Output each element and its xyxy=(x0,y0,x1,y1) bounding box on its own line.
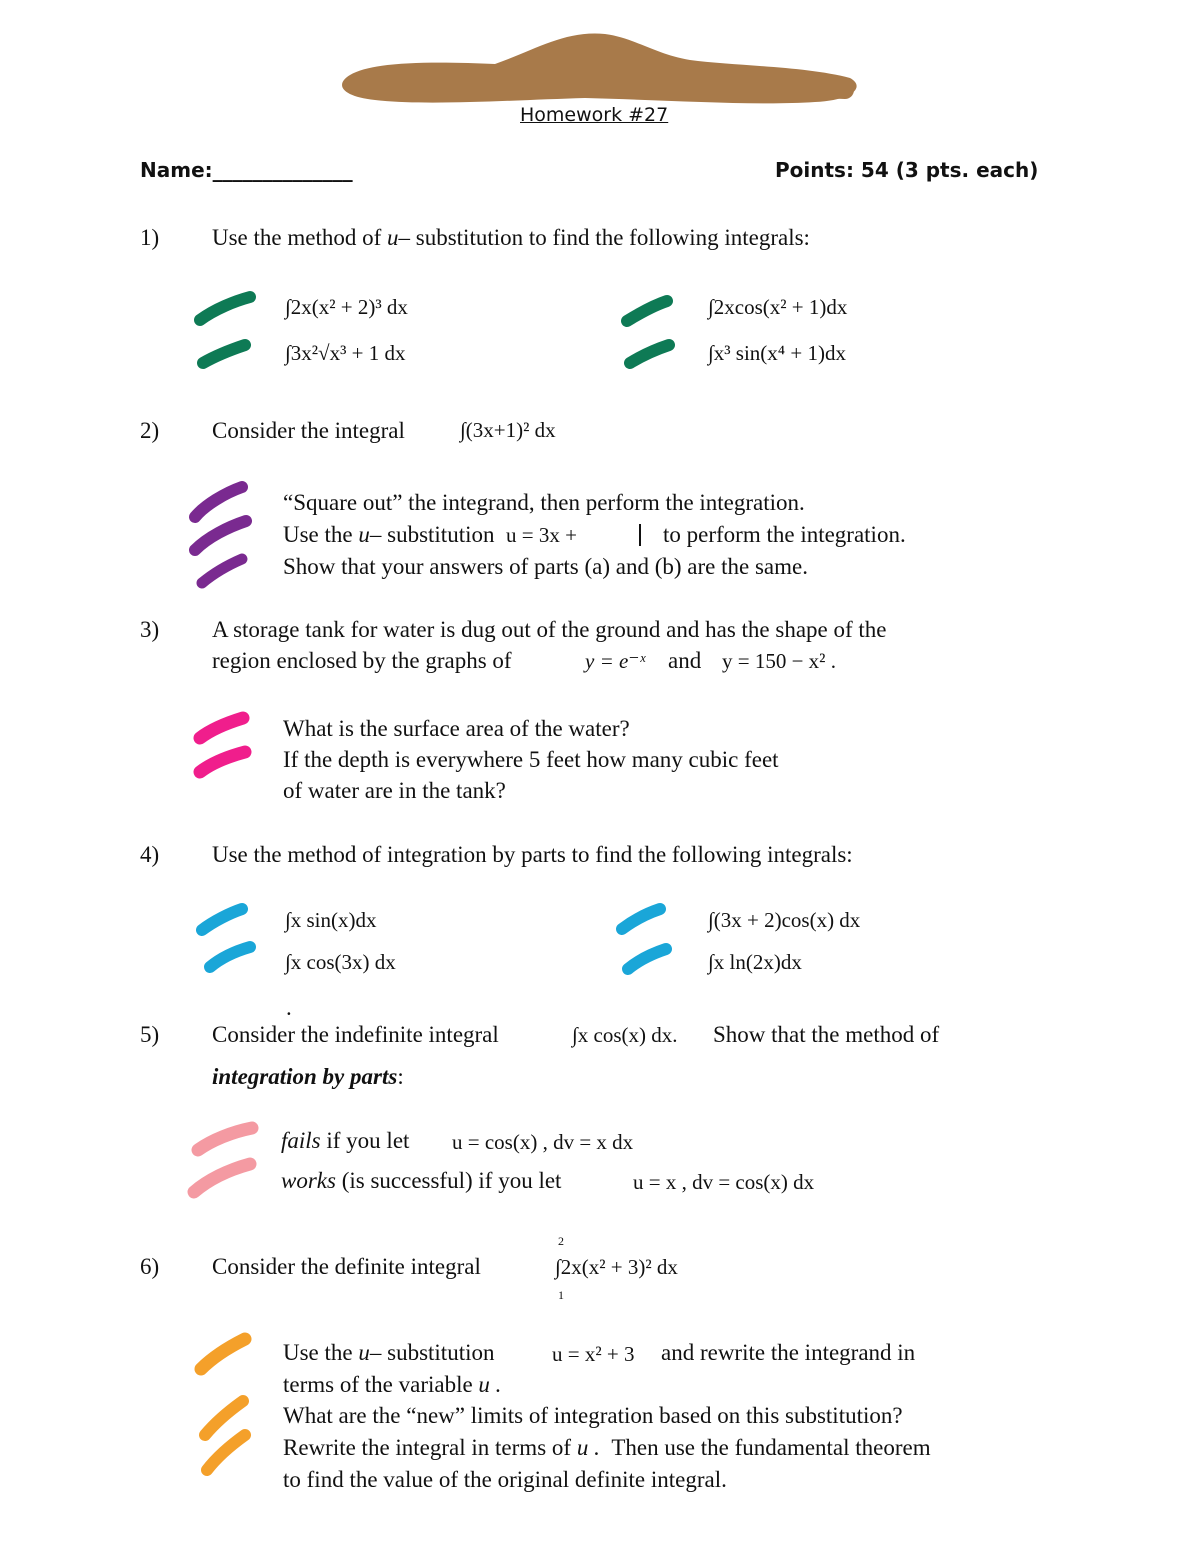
problem-6-upper-limit: 2 xyxy=(558,1234,564,1248)
problem-6-a1-u: u xyxy=(358,1340,370,1365)
purple-stroke-b xyxy=(195,521,246,550)
problem-4-integral-c: ∫(3x + 2)cos(x) dx xyxy=(708,908,861,932)
problem-5-a-italic: fails xyxy=(281,1128,321,1153)
points-label: Points: 54 (3 pts. each) xyxy=(775,158,1039,182)
problem-6-c1-pre: Rewrite the integral in terms of xyxy=(283,1435,572,1460)
problem-3-part-a: What is the surface area of the water? xyxy=(283,716,630,741)
magenta-stroke-a xyxy=(200,718,243,738)
problem-2-part-c: Show that your answers of parts (a) and (b) are the same. xyxy=(283,554,808,579)
problem-3-line-1: A storage tank for water is dug out of the ground and has the shape of the xyxy=(212,617,887,642)
green-stroke-1b xyxy=(203,345,245,363)
problem-5-part-a xyxy=(281,1128,409,1154)
problem-5-bold-label: integration by parts xyxy=(212,1064,398,1089)
problem-5-integral: ∫x cos(x) dx. xyxy=(572,1023,678,1047)
text-cursor-bar xyxy=(639,524,641,546)
problem-2-b-eq: u = 3x + xyxy=(505,523,577,547)
purple-stroke-a xyxy=(195,487,242,517)
problem-6-part-a-1 xyxy=(283,1340,494,1366)
cyan-marker-strokes xyxy=(190,895,680,985)
problem-1-text-b: – substitution to find the following integrals: xyxy=(398,225,810,250)
problem-3-and: and xyxy=(668,648,702,673)
problem-1-text-a: Use the method of xyxy=(212,225,382,250)
problem-5-label xyxy=(212,1064,404,1090)
problem-2-number: 2) xyxy=(140,418,160,443)
orange-stroke-c xyxy=(207,1435,245,1470)
cyan-stroke-c xyxy=(622,909,660,929)
problem-3-eq-2: y = 150 − x² . xyxy=(722,649,836,673)
problem-4-integral-b: ∫x cos(3x) dx xyxy=(285,950,396,974)
problem-6-part-a-2 xyxy=(283,1372,501,1398)
problem-5-b-italic: works xyxy=(281,1168,336,1193)
problem-1-integral-d: ∫x³ sin(x⁴ + 1)dx xyxy=(708,341,846,365)
problem-2-part-b-end: to perform the integration. xyxy=(663,522,906,547)
problem-2-text: Consider the integral xyxy=(212,418,405,443)
magenta-stroke-b xyxy=(200,752,245,772)
problem-5-b-text: (is successful) if you let xyxy=(341,1168,562,1193)
green-stroke-1a xyxy=(200,297,250,320)
problem-5-b-math: u = x , dv = cos(x) dx xyxy=(633,1170,815,1194)
problem-6-a2: terms of the variable xyxy=(283,1372,473,1397)
name-label: Name:______________ xyxy=(140,158,353,182)
problem-6-a1-eq: u = x² + 3 xyxy=(552,1342,635,1366)
problem-1-text xyxy=(212,225,810,251)
problem-6-a1-pre: Use the xyxy=(283,1340,353,1365)
problem-2-b-pre: Use the xyxy=(283,522,353,547)
orange-stroke-b xyxy=(205,1401,243,1435)
problem-6-text: Consider the definite integral xyxy=(212,1254,481,1279)
problem-2-part-a: “Square out” the integrand, then perform the integration. xyxy=(283,490,805,515)
problem-2-b-u: u xyxy=(358,522,370,547)
problem-5-part-b xyxy=(281,1168,561,1194)
problem-6-integral: ∫2x(x² + 3)² dx xyxy=(555,1255,678,1279)
green-stroke-1c xyxy=(627,301,667,321)
magenta-marker-strokes xyxy=(185,700,265,790)
cyan-stroke-a xyxy=(202,909,242,930)
problem-2-part-b xyxy=(283,522,577,548)
problem-5-number: 5) xyxy=(140,1022,160,1047)
problem-3-part-b-1: If the depth is everywhere 5 feet how many cubic feet xyxy=(283,747,779,772)
problem-3-part-b-2: of water are in the tank? xyxy=(283,778,506,803)
problem-6-lower-limit: 1 xyxy=(558,1288,564,1302)
orange-stroke-a xyxy=(201,1339,245,1369)
problem-4-text: Use the method of integration by parts to find the following integrals: xyxy=(212,842,853,867)
problem-6-a1-mid: – substitution xyxy=(369,1340,495,1365)
problem-1-integral-b: ∫3x²√x³ + 1 dx xyxy=(285,341,406,365)
green-marker-strokes xyxy=(185,285,685,375)
problem-5-text-a: Consider the indefinite integral xyxy=(212,1022,499,1047)
purple-marker-strokes xyxy=(180,475,260,595)
problem-6-c1-u: u . xyxy=(576,1435,600,1460)
problem-6-number: 6) xyxy=(140,1254,160,1279)
problem-6-part-c-2: to find the value of the original definite integral. xyxy=(283,1467,727,1492)
problem-5-colon: : xyxy=(397,1064,404,1089)
problem-6-part-c-1 xyxy=(283,1435,931,1461)
problem-6-part-b: What are the “new” limits of integration based on this substitution? xyxy=(283,1403,903,1428)
redaction-scribble xyxy=(335,20,870,115)
problem-6-c1-post: Then use the fundamental theorem xyxy=(611,1435,931,1460)
pink-stroke-b xyxy=(194,1164,250,1192)
problem-3-eq-1: y = e⁻ˣ xyxy=(585,649,646,673)
orange-marker-strokes xyxy=(185,1325,265,1485)
problem-6-a1-post: and rewrite the integrand in xyxy=(661,1340,916,1365)
homework-title: Homework #27 xyxy=(520,104,669,126)
cyan-stroke-d xyxy=(628,949,666,969)
problem-3-line-2: region enclosed by the graphs of xyxy=(212,648,512,673)
problem-4-integral-a: ∫x sin(x)dx xyxy=(285,908,377,932)
problem-5-a-text: if you let xyxy=(326,1128,410,1153)
purple-stroke-c xyxy=(202,559,242,583)
problem-6-a2-u: u . xyxy=(478,1372,502,1397)
problem-1-integral-c: ∫2xcos(x² + 1)dx xyxy=(708,295,848,319)
pink-marker-strokes xyxy=(180,1110,270,1205)
problem-5-a-math: u = cos(x) , dv = x dx xyxy=(452,1130,634,1154)
stray-dot: . xyxy=(286,995,292,1020)
problem-5-text-b: Show that the method of xyxy=(713,1022,940,1047)
problem-1-number: 1) xyxy=(140,225,160,250)
green-stroke-1d xyxy=(630,345,669,363)
pink-stroke-a xyxy=(198,1128,252,1150)
cyan-stroke-b xyxy=(210,947,250,967)
problem-4-number: 4) xyxy=(140,842,160,867)
problem-1-u: u xyxy=(387,225,399,250)
problem-3-number: 3) xyxy=(140,617,160,642)
problem-2-integral: ∫(3x+1)² dx xyxy=(460,418,556,442)
problem-1-integral-a: ∫2x(x² + 2)³ dx xyxy=(285,295,408,319)
problem-2-b-mid: – substitution xyxy=(369,522,495,547)
problem-4-integral-d: ∫x ln(2x)dx xyxy=(708,950,802,974)
